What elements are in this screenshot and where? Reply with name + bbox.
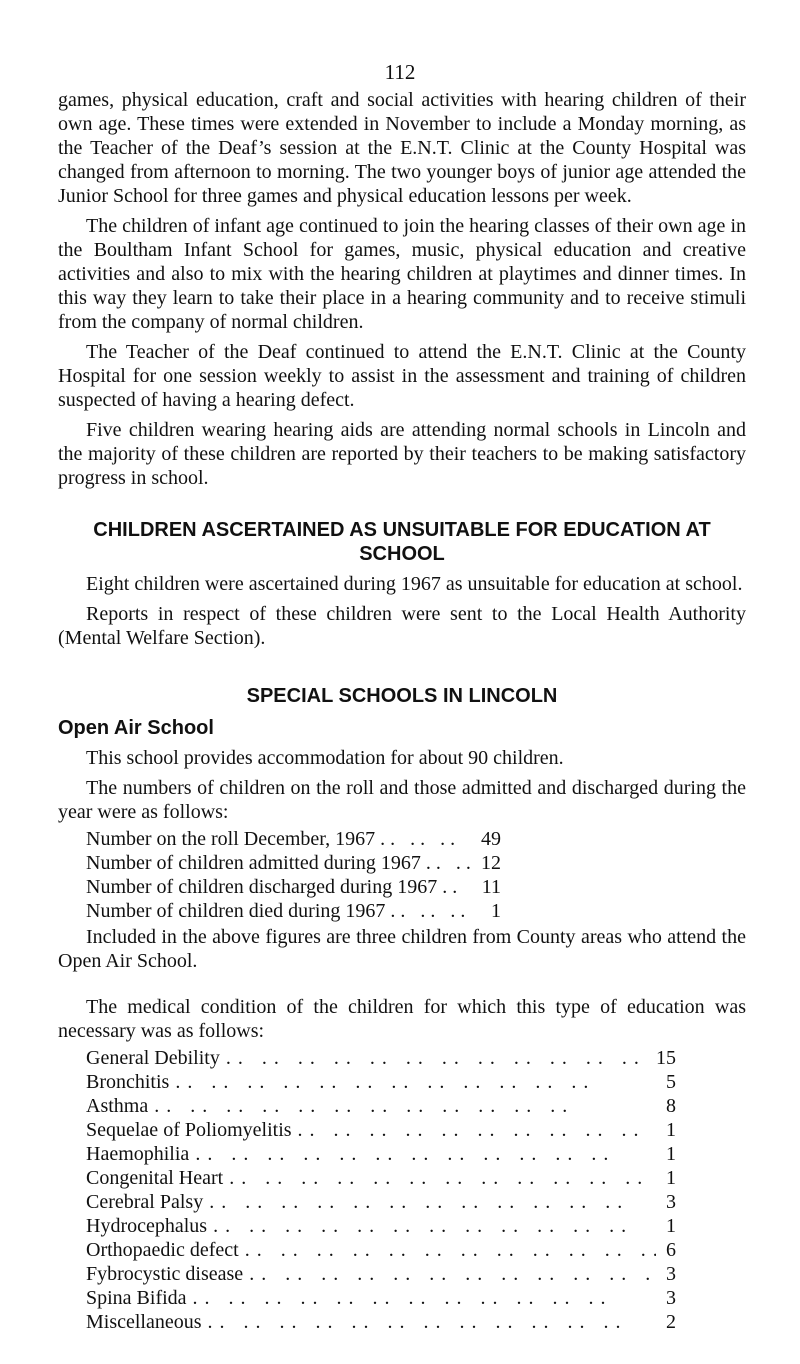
condition-count: 3 [666,1287,676,1309]
condition-count: 1 [666,1215,676,1237]
condition-row [86,1310,686,1334]
stat-label: Number of children discharged during 1967 . . [86,875,471,899]
condition-count: 1 [666,1167,676,1189]
condition-row [86,1166,686,1190]
stat-value: 1 [491,900,501,922]
condition-count: 3 [666,1263,676,1285]
paragraph-deaf-activities: games, physical education, craft and social activities with hearing children of their own age. These times were extended in November to include a Monday morning, as the Teacher of the Deaf’s session at the E.N.T. Clinic at the County Hospital was changed from afternoon to morning. The two younger boys of junior age attended the Junior School for three games and physical education lessons per week. [58,89,746,207]
condition-count: 8 [666,1095,676,1117]
heading-unsuitable: CHILDREN ASCERTAINED AS UNSUITABLE FOR EDUCATION AT SCHOOL [93,519,711,565]
stat-label: Number of children died during 1967 . . [86,899,471,923]
stat-value: 11 [481,876,501,898]
condition-label: Spina Bifida . . [86,1286,656,1310]
condition-row [86,1070,686,1094]
condition-row [86,1046,686,1070]
page-number: 112 [384,60,416,84]
page-content [58,88,746,1334]
paragraph-accommodation: This school provides accommodation for about 90 children. [86,747,564,769]
paragraph-medical-intro: The medical condition of the children for which this type of education was necessary was as follows: [58,996,746,1042]
condition-row [86,1262,686,1286]
condition-label: Bronchitis . . [86,1070,656,1094]
condition-count: 5 [666,1071,676,1093]
subheading-open-air-school: Open Air School [58,717,214,739]
condition-label: General Debility . . [86,1046,656,1070]
paragraph-county-note: Included in the above figures are three children from County areas who attend the Open Air School. [58,926,746,972]
stat-value: 49 [481,828,501,850]
heading-special-schools: SPECIAL SCHOOLS IN LINCOLN [246,685,558,707]
stat-label: Number on the roll December, 1967 . . [86,827,471,851]
condition-row [86,1238,686,1262]
paragraph-numbers-intro: The numbers of children on the roll and those admitted and discharged during the year were as follows: [58,777,746,823]
condition-label: Congenital Heart . . [86,1166,656,1190]
paragraph-ent-clinic: The Teacher of the Deaf continued to attend the E.N.T. Clinic at the County Hospital for one session weekly to assist in the assessment and training of children suspected of having a hearing defect. [58,341,746,411]
condition-count: 15 [656,1047,676,1069]
condition-label: Hydrocephalus . . [86,1214,656,1238]
condition-label: Cerebral Palsy . . [86,1190,656,1214]
condition-count: 6 [666,1239,676,1261]
stat-row [86,875,686,899]
condition-count: 1 [666,1143,676,1165]
stat-label: Number of children admitted during 1967 . . [86,851,471,875]
paragraph-hearing-aids: Five children wearing hearing aids are attending normal schools in Lincoln and the majority of these children are reported by their teachers to be making satisfactory progress in school. [58,419,746,489]
medical-conditions-list [86,1046,686,1334]
condition-row [86,1118,686,1142]
condition-count: 3 [666,1191,676,1213]
condition-label: Miscellaneous . . [86,1310,656,1334]
condition-row [86,1142,686,1166]
condition-row [86,1286,686,1310]
condition-count: 2 [666,1311,676,1333]
stat-row [86,899,686,923]
condition-row [86,1094,686,1118]
condition-label: Fybrocystic disease . . [86,1262,656,1286]
condition-row [86,1190,686,1214]
condition-row [86,1214,686,1238]
stat-value: 12 [481,852,501,874]
paragraph-eight-children: Eight children were ascertained during 1967 as unsuitable for education at school. [86,573,743,595]
condition-count: 1 [666,1119,676,1141]
condition-label: Haemophilia . . [86,1142,656,1166]
paragraph-infant-classes: The children of infant age continued to join the hearing classes of their own age in the Boultham Infant School for games, music, physical education and creative activities and also to mix with the hearing children at playtimes and dinner times. In this way they learn to take their place in a hearing community and to receive stimuli from the company of normal children. [58,215,746,333]
stat-row [86,827,686,851]
stat-row [86,851,686,875]
condition-label: Orthopaedic defect . . [86,1238,656,1262]
condition-label: Sequelae of Poliomyelitis . . [86,1118,656,1142]
roll-statistics [86,827,686,923]
paragraph-reports: Reports in respect of these children were sent to the Local Health Authority (Mental Welfare Section). [58,603,746,649]
condition-label: Asthma . . [86,1094,656,1118]
